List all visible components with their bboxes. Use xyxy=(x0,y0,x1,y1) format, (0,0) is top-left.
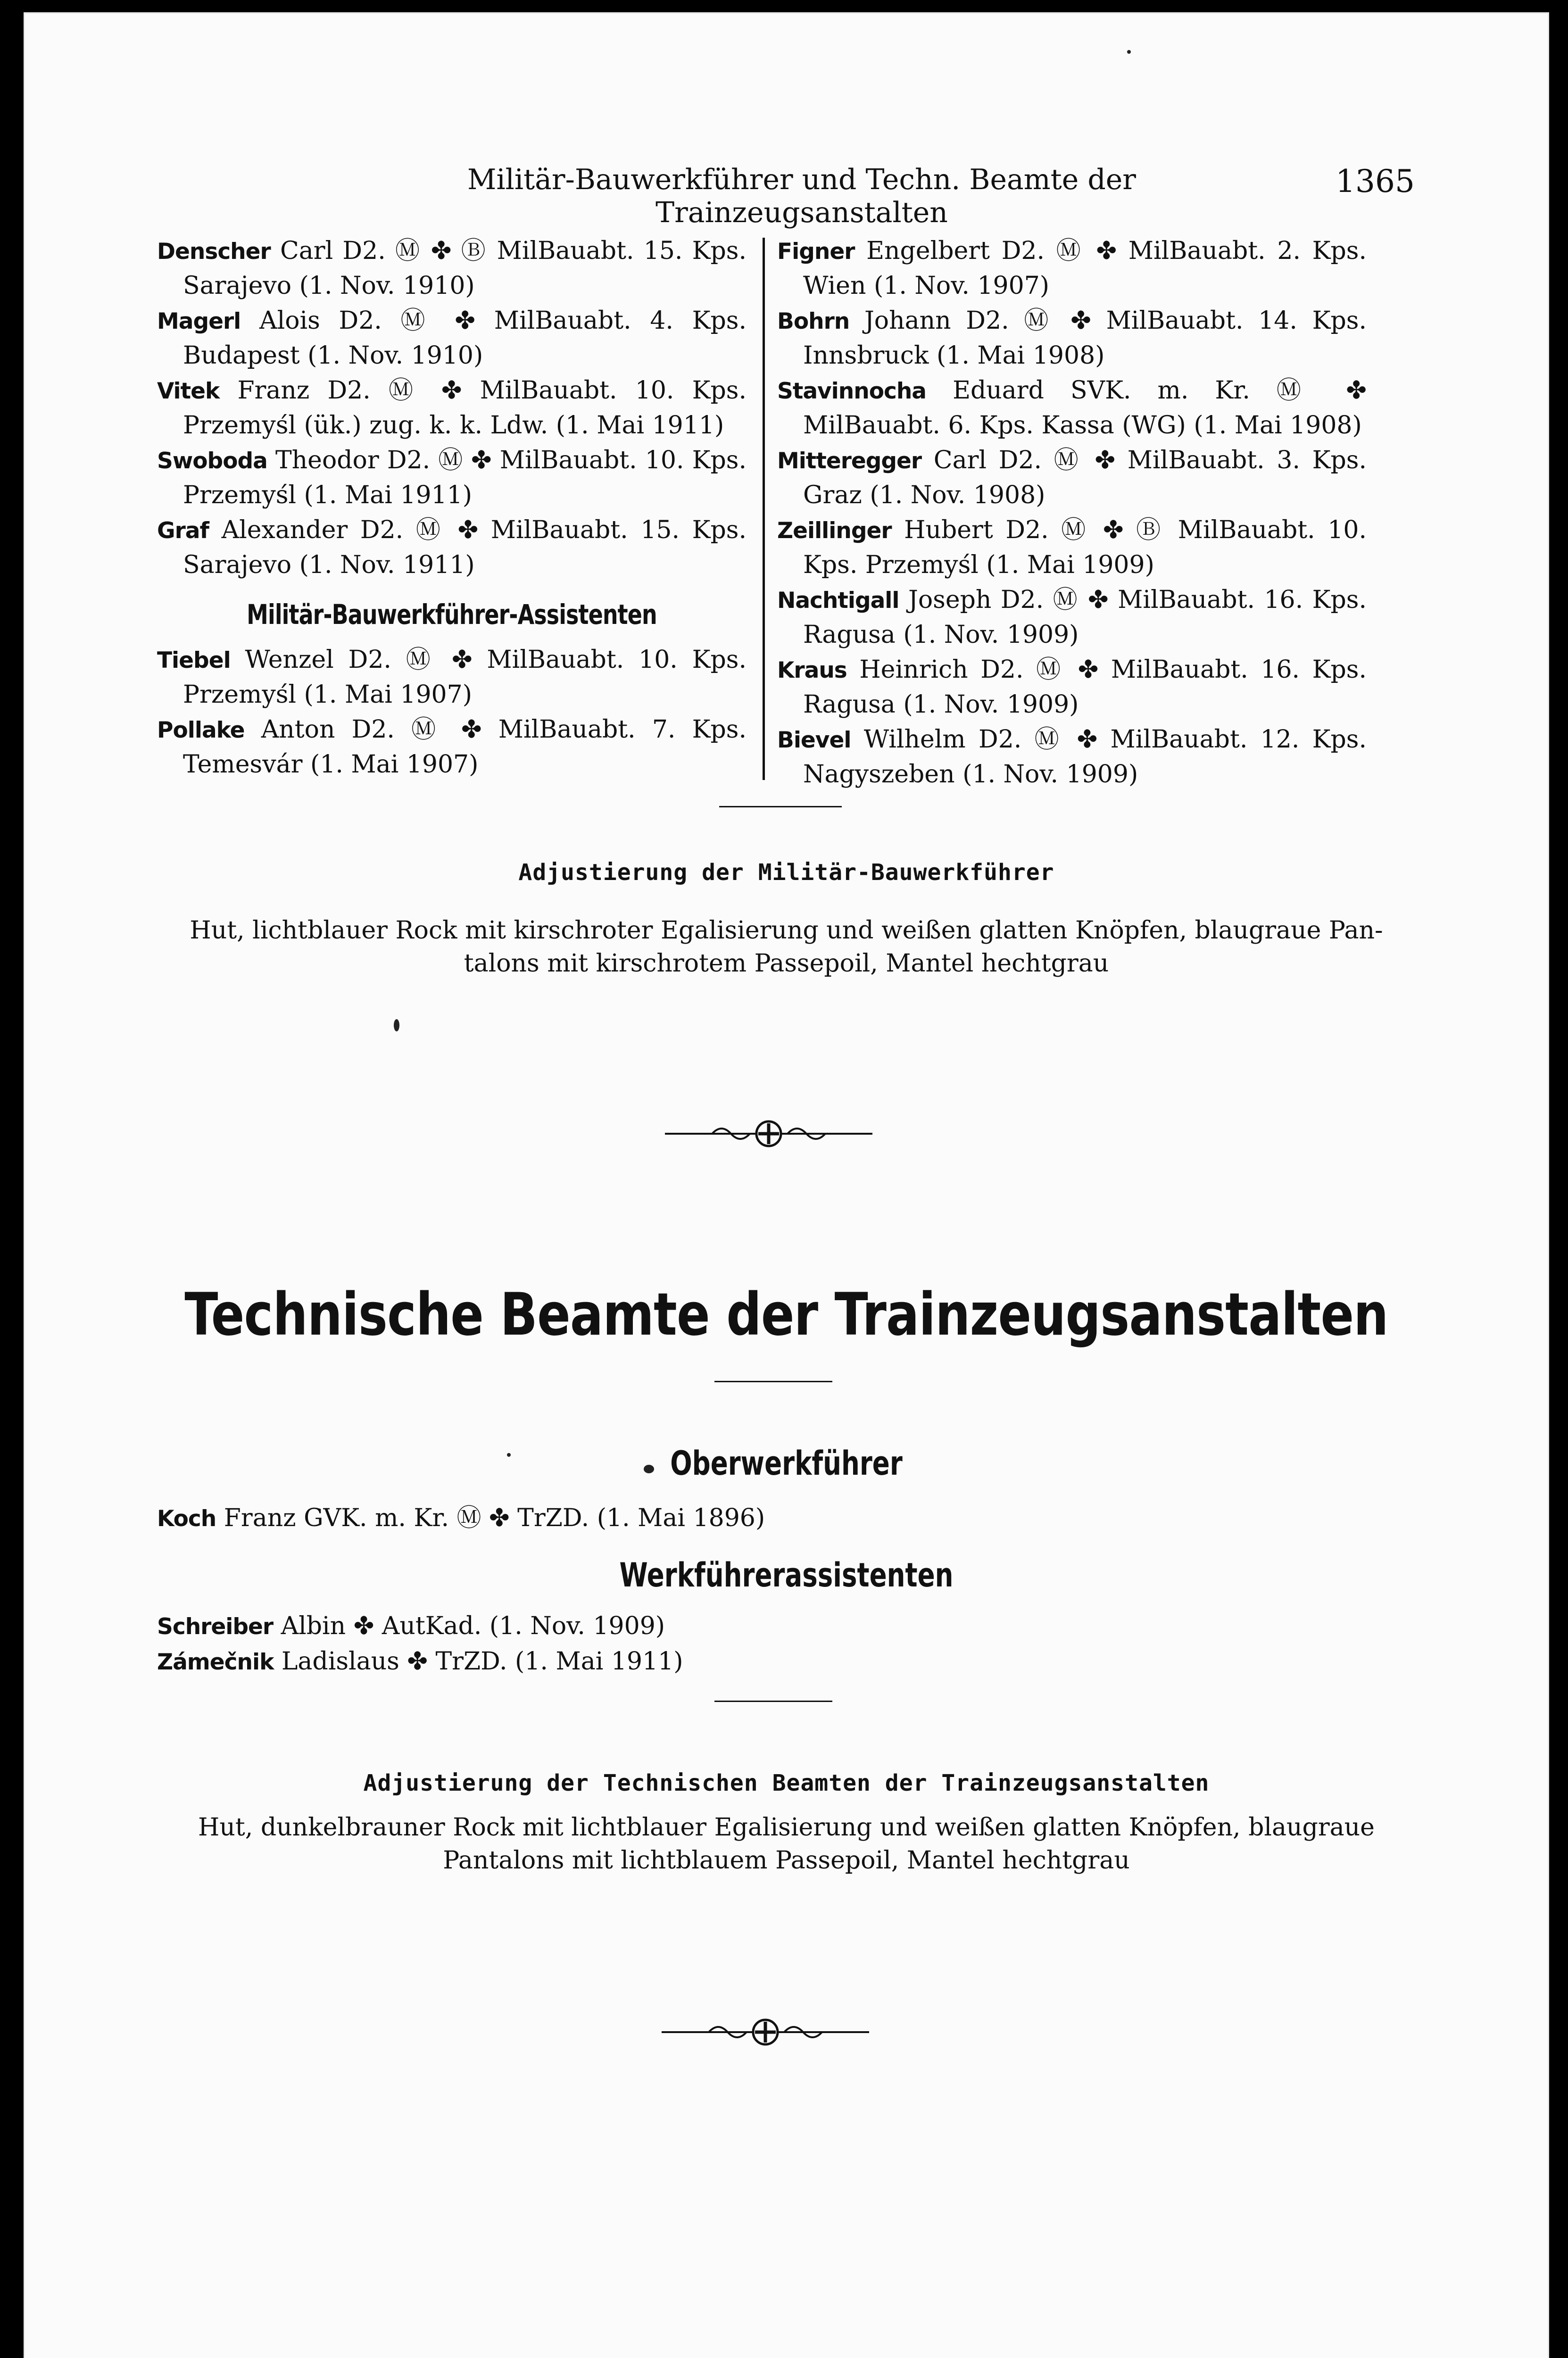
entry-text: Franz GVK. m. Kr. Ⓜ ✤ TrZD. (1. Mai 1896) xyxy=(224,1504,765,1532)
section-divider xyxy=(714,1381,832,1382)
entry-text: Carl D2. Ⓜ ✤ Ⓑ MilBauabt. 15. Kps. Sarajevo (1. Nov. 1910) xyxy=(183,237,747,300)
page-number: 1365 xyxy=(1336,163,1415,199)
entry-text: Carl D2. Ⓜ ✤ MilBauabt. 3. Kps. Graz (1. Nov. 1908) xyxy=(803,446,1367,509)
surname: Bievel xyxy=(777,727,851,753)
entry-text: Ladislaus ✤ TrZD. (1. Mai 1911) xyxy=(281,1647,683,1676)
adjustierung-text xyxy=(118,914,1455,980)
list-item xyxy=(157,374,747,443)
adjustierung-heading: Adjustierung der Militär-Bauwerkführer xyxy=(518,859,1054,886)
entry-text: Alexander D2. Ⓜ ✤ MilBauabt. 15. Kps. Sarajevo (1. Nov. 1911) xyxy=(183,516,747,579)
list-item xyxy=(777,513,1367,582)
adjustierung-line: Hut, lichtblauer Rock mit kirschroter Egalisierung und weißen glatten Knöpfen, blaugraue Pan- xyxy=(190,916,1383,945)
list-item xyxy=(157,643,747,712)
surname: Mitteregger xyxy=(777,448,922,474)
entry-text: Theodor D2. Ⓜ ✤ MilBauabt. 10. Kps. Przemyśl (1. Mai 1911) xyxy=(183,446,747,509)
surname: Zeillinger xyxy=(777,518,892,544)
list-item xyxy=(157,443,747,513)
oberwerkfuehrer-heading: Oberwerkführer xyxy=(670,1444,903,1483)
adjustierung-line: Pantalons mit lichtblauem Passepoil, Mantel hechtgrau xyxy=(443,1846,1130,1875)
adjustierung-line: talons mit kirschrotem Passepoil, Mantel hechtgrau xyxy=(464,949,1109,978)
assistants-heading: Militär-Bauwerkführer-Assistenten xyxy=(247,598,657,631)
paper-speck xyxy=(507,1453,511,1457)
document-page xyxy=(24,12,1549,2358)
list-item xyxy=(777,234,1367,303)
surname: Tiebel xyxy=(157,648,231,673)
entry-text: Joseph D2. Ⓜ ✤ MilBauabt. 16. Kps. Ragusa (1. Nov. 1909) xyxy=(803,586,1367,649)
entry-text: Hubert D2. Ⓜ ✤ Ⓑ MilBauabt. 10. Kps. Przemyśl (1. Mai 1909) xyxy=(803,516,1367,579)
list-item xyxy=(157,304,747,373)
list-item xyxy=(157,1612,665,1640)
entry-text: Anton D2. Ⓜ ✤ MilBauabt. 7. Kps. Temesvár (1. Mai 1907) xyxy=(183,715,747,779)
list-item xyxy=(777,443,1367,513)
surname: Denscher xyxy=(157,239,271,265)
surname: Stavinnocha xyxy=(777,378,927,404)
list-item xyxy=(157,1498,765,1533)
entry-text: Johann D2. Ⓜ ✤ MilBauabt. 14. Kps. Innsbruck (1. Mai 1908) xyxy=(803,307,1367,370)
surname: Graf xyxy=(157,518,209,544)
paper-speck xyxy=(394,1019,399,1031)
entry-text: Wenzel D2. Ⓜ ✤ MilBauabt. 10. Kps. Przemyśl (1. Mai 1907) xyxy=(183,646,747,709)
section-divider xyxy=(714,1701,832,1702)
entry-text: Franz D2. Ⓜ ✤ MilBauabt. 10. Kps. Przemyśl (ük.) zug. k. k. Ldw. (1. Mai 1911) xyxy=(183,376,747,440)
assistenten-heading: Werkführerassistenten xyxy=(619,1556,954,1594)
list-item xyxy=(157,234,747,303)
surname: Schreiber xyxy=(157,1614,274,1640)
entry-text: Albin ✤ AutKad. (1. Nov. 1909) xyxy=(281,1612,665,1640)
adjustierung-text xyxy=(118,1811,1455,1877)
surname: Zámečnik xyxy=(157,1649,274,1675)
list-item xyxy=(777,374,1367,443)
entry-text: Engelbert D2. Ⓜ ✤ MilBauabt. 2. Kps. Wien (1. Nov. 1907) xyxy=(803,237,1367,300)
list-item xyxy=(157,1647,683,1676)
entry-text: Eduard SVK. m. Kr. Ⓜ ✤ MilBauabt. 6. Kps. Kassa (WG) (1. Mai 1908) xyxy=(803,376,1367,440)
section-divider xyxy=(719,806,842,807)
list-item xyxy=(157,513,747,582)
ornament-divider xyxy=(665,1115,872,1153)
section-title: Technische Beamte der Trainzeugsanstalten xyxy=(184,1281,1388,1349)
ornament-divider xyxy=(662,2013,869,2051)
entry-text: Heinrich D2. Ⓜ ✤ MilBauabt. 16. Kps. Ragusa (1. Nov. 1909) xyxy=(803,656,1367,719)
surname: Magerl xyxy=(157,308,241,334)
surname: Pollake xyxy=(157,717,245,743)
surname: Kraus xyxy=(777,657,847,683)
entry-text: Wilhelm D2. Ⓜ ✤ MilBauabt. 12. Kps. Nagyszeben (1. Nov. 1909) xyxy=(803,725,1367,789)
right-column xyxy=(777,234,1367,792)
surname: Vitek xyxy=(157,378,220,404)
surname: Bohrn xyxy=(777,308,850,334)
surname: Figner xyxy=(777,239,855,265)
paper-speck xyxy=(644,1465,654,1473)
surname: Nachtigall xyxy=(777,588,899,614)
list-item xyxy=(777,583,1367,652)
list-item xyxy=(777,722,1367,792)
column-divider xyxy=(763,238,765,780)
list-item xyxy=(157,713,747,782)
list-item xyxy=(777,653,1367,722)
surname: Koch xyxy=(157,1506,216,1532)
list-item xyxy=(777,304,1367,373)
paper-speck xyxy=(1127,50,1131,54)
running-header: Militär-Bauwerkführer und Techn. Beamte der Trainzeugsanstalten xyxy=(467,163,1136,229)
left-column xyxy=(157,234,747,782)
surname: Swoboda xyxy=(157,448,267,474)
adjustierung-heading: Adjustierung der Technischen Beamten der Trainzeugsanstalten xyxy=(363,1770,1210,1796)
adjustierung-line: Hut, dunkelbrauner Rock mit lichtblauer Egalisierung und weißen glatten Knöpfen, blaugraue xyxy=(198,1813,1375,1842)
entry-text: Alois D2. Ⓜ ✤ MilBauabt. 4. Kps. Budapest (1. Nov. 1910) xyxy=(183,307,747,370)
